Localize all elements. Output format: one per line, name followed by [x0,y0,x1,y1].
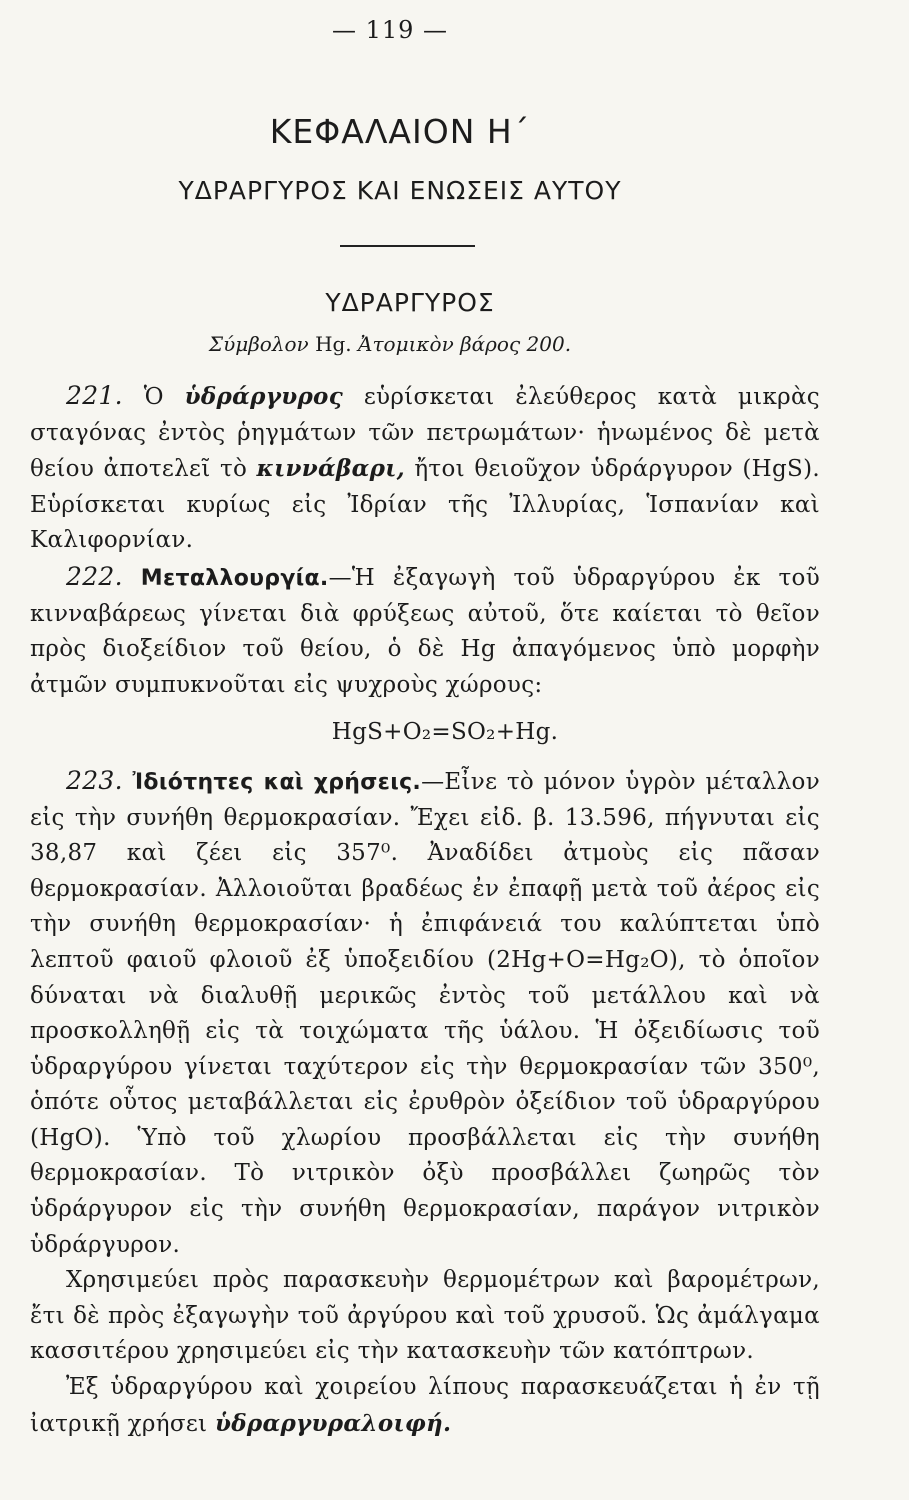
section-title: ΥΔΡΑΡΓΥΡΟΣ [325,288,495,317]
paragraph-text: Ὁ [143,384,185,410]
paragraph-ointment [30,1370,820,1442]
chapter-heading: ΚΕΦΑΛΑΙΟΝ Η΄ [269,112,531,151]
atomic-weight-value: 200. [526,332,572,356]
body-text [30,378,820,1442]
paragraph-223 [30,763,820,1263]
symbol-label: Σύμβολον [208,332,309,356]
paragraph-heading: Ἰδιότητες καὶ χρήσεις. [132,769,422,795]
emphasized-term: ὑδράργυρος [184,383,343,410]
divider-rule [340,245,475,247]
paragraph-heading: Μεταλλουργία. [140,565,329,591]
paragraph-number: 223. [66,765,123,795]
chapter-subtitle: ΥΔΡΑΡΓΥΡΟΣ ΚΑΙ ΕΝΩΣΕΙΣ ΑΥΤΟΥ [178,176,622,205]
paragraph-number: 222. [66,561,123,591]
chemical-equation: HgS+O₂=SO₂+Hg. [331,719,559,746]
paragraph-text: εὑρίσκεται ἐλεύθερος κατὰ μικρὰς σταγόνας ἐντὸς ῥηγμάτων τῶν πετρωμάτων· ἡνωμένος δὲ μετὰ θείου ἀποτελεῖ τὸ [30,384,820,483]
symbol-line [0,332,780,356]
symbol-value: Hg. [315,332,352,356]
paragraph-222 [30,559,820,703]
paragraph-text: Ἐξ ὑδραργύρου καὶ χοιρείου λίπους παρασκευάζεται ἡ ἐν τῇ ἰατρικῇ χρήσει [30,1374,820,1437]
paragraph-text: —Ἡ ἐξαγωγὴ τοῦ ὑδραργύρου ἐκ τοῦ κινναβάρεως γίνεται διὰ φρύξεως αὐτοῦ, ὅτε καίεται τὸ θεῖον πρὸς διοξείδιον τοῦ θείου, ὁ δὲ Hg ἀπαγόμενος ὑπὸ μορφὴν ἀτμῶν συμπυκνοῦται εἰς ψυχροὺς χώρους: [30,564,820,698]
paragraph-number: 221. [66,381,123,410]
paragraph-text: ἤτοι θειοῦχον ὑδράργυρον (HgS). Εὑρίσκεται κυρίως εἰς Ἰδρίαν τῆς Ἰλλυρίας, Ἱσπανίαν καὶ Καλιφορνίαν. [30,456,820,554]
paragraph-uses: Χρησιμεύει πρὸς παρασκευὴν θερμομέτρων καὶ βαρομέτρων, ἔτι δὲ πρὸς ἐξαγωγὴν τοῦ ἀργύρου καὶ τοῦ χρυσοῦ. Ὡς ἀμάλγαμα κασσιτέρου χρησιμεύει εἰς τὴν κατασκευὴν τῶν κατόπτρων. [30,1267,820,1365]
atomic-weight-label: Ἀτομικὸν βάρος [358,332,521,356]
paragraph-221 [30,378,820,559]
page-number: — 119 — [331,16,449,44]
emphasized-term: ὑδραργυραλοιφή. [214,1409,452,1437]
emphasized-term: κιννάβαρι, [256,455,405,483]
paragraph-text: —Εἶνε τὸ μόνον ὑγρὸν μέταλλον εἰς τὴν συνήθη θερμοκρασίαν. Ἔχει εἰδ. β. 13.596, πήγνυται εἰς 38,87 καὶ ζέει εἰς 357⁰. Ἀναδίδει ἀτμοὺς εἰς πᾶσαν θερμοκρασίαν. Ἀλλοιοῦται βραδέως ἐν ἐπαφῇ μετὰ τοῦ ἀέρος εἰς τὴν συνήθη θερμοκρασίαν· ἡ ἐπιφάνειά του καλύπτεται ὑπὸ λεπτοῦ φαιοῦ φλοιοῦ ἐξ ὑποξειδίου (2Hg+O=Hg₂O), τὸ ὁποῖον δύναται νὰ διαλυθῇ μερικῶς ἐντὸς τοῦ μετάλλου καὶ νὰ προσκολληθῇ εἰς τὰ τοιχώματα τῆς ὑάλου. Ἡ ὀξειδίωσις τοῦ ὑδραργύρου γίνεται ταχύτερον εἰς τὴν θερμοκρασίαν τῶν 350⁰, ὁπότε οὗτος μεταβάλλεται εἰς ἐρυθρὸν ὀξείδιον τοῦ ὑδραργύρου (HgO). Ὑπὸ τοῦ χλωρίου προσβάλλεται εἰς τὴν συνήθη θερμοκρασίαν. Τὸ νιτρικὸν ὀξὺ προσβάλλει ζωηρῶς τὸν ὑδράργυρον εἰς τὴν συνήθη θερμοκρασίαν, παράγον νιτρικὸν ὑδράργυρον. [30,768,820,1258]
